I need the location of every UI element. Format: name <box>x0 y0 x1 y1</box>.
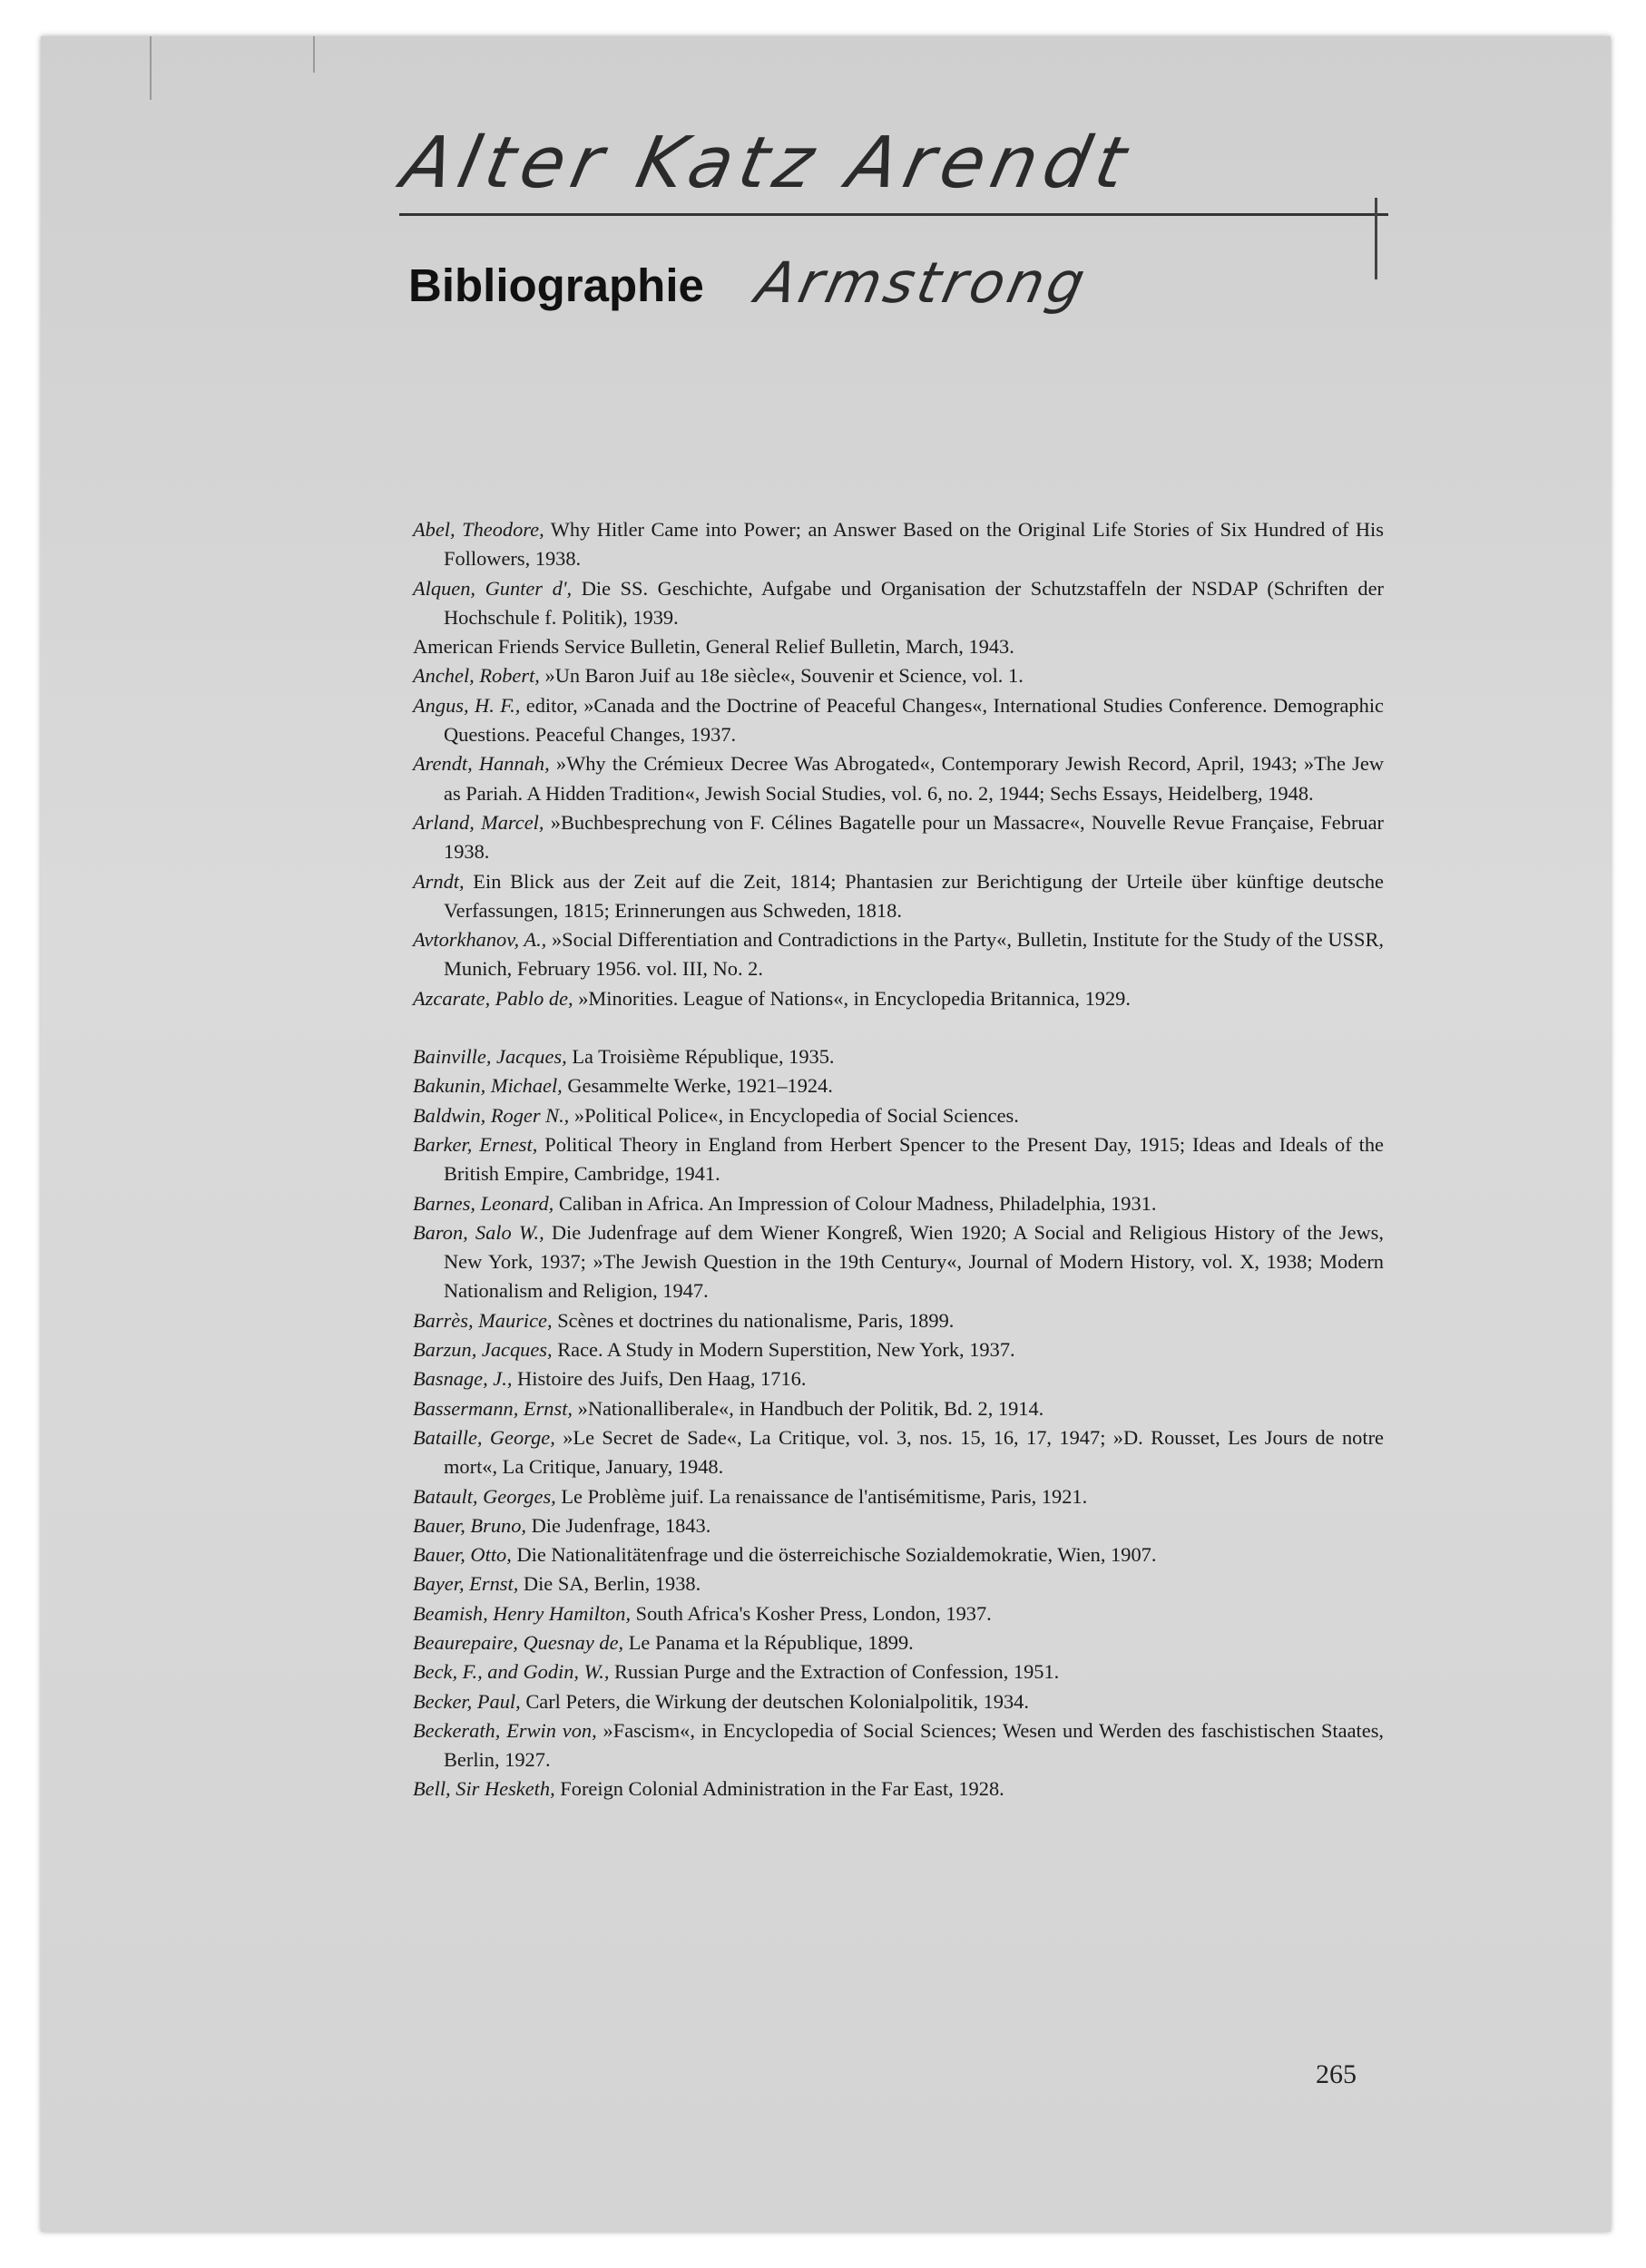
entry-author: Arndt, <box>413 869 465 893</box>
entry-text: Histoire des Juifs, Den Haag, 1716. <box>512 1367 807 1391</box>
bibliography-section-a <box>413 515 1384 1013</box>
bibliography-entry <box>413 808 1384 867</box>
entry-text: South Africa's Kosher Press, London, 1937. <box>631 1601 992 1625</box>
bibliography-entry <box>413 1511 1384 1540</box>
document-page <box>41 36 1611 2232</box>
page-title: Bibliographie <box>408 259 704 311</box>
entry-text: American Friends Service Bulletin, General Relief Bulletin, March, 1943. <box>413 635 1014 659</box>
entry-text: »Nationalliberale«, in Handbuch der Politik, Bd. 2, 1914. <box>573 1396 1044 1420</box>
entry-author: Barrès, Maurice, <box>413 1308 553 1332</box>
bibliography-entry <box>413 1218 1384 1306</box>
bibliography-entry <box>413 1628 1384 1657</box>
entry-author: Bassermann, Ernst, <box>413 1396 573 1420</box>
entry-text: Political Theory in England from Herbert Spencer to the Present Day, 1915; Ideas and Ideals of the British Empire, Cambridge, 1941. <box>444 1132 1384 1186</box>
bibliography-section-b <box>413 1042 1384 1804</box>
bibliography-entry <box>413 515 1384 574</box>
entry-author: Bauer, Bruno, <box>413 1513 527 1537</box>
entry-text: editor, »Canada and the Doctrine of Peaceful Changes«, International Studies Conference. Demographic Questions. Peaceful Changes, 1937. <box>444 693 1384 747</box>
entry-text: »Political Police«, in Encyclopedia of Social Sciences. <box>569 1103 1019 1127</box>
bibliography-entry <box>413 984 1384 1013</box>
entry-author: Beck, F., and Godin, W., <box>413 1660 610 1684</box>
entry-text: Die Nationalitätenfrage und die österreichische Sozialdemokratie, Wien, 1907. <box>511 1543 1157 1567</box>
entry-text: »Le Secret de Sade«, La Critique, vol. 3, nos. 15, 16, 17, 1947; »D. Rousset, Les Jours de notre mort«, La Critique, January, 1948. <box>444 1425 1384 1479</box>
entry-text: »Social Differentiation and Contradictions in the Party«, Bulletin, Institute for the Study of the USSR, Munich, February 1956. vol. III, No. 2. <box>444 928 1384 981</box>
entry-author: Bainville, Jacques, <box>413 1045 567 1069</box>
entry-text: »Buchbesprechung von F. Célines Bagatelle pour un Massacre«, Nouvelle Revue Française, Februar 1938. <box>444 810 1384 864</box>
entry-text: Scènes et doctrines du nationalisme, Paris, 1899. <box>552 1308 955 1332</box>
entry-text: Die SA, Berlin, 1938. <box>518 1572 701 1596</box>
entry-author: Arendt, Hannah, <box>413 752 550 776</box>
entry-author: Beaurepaire, Quesnay de, <box>413 1630 624 1654</box>
entry-author: Bakunin, Michael, <box>413 1074 563 1098</box>
entry-text: »Why the Crémieux Decree Was Abrogated«, Contemporary Jewish Record, April, 1943; »The Jew as Pariah. A Hidden Tradition«, Jewish Social Studies, vol. 6, no. 2, 1944; Sechs Essays, Heidelberg, 1948. <box>444 752 1384 805</box>
bibliography-entry <box>413 691 1384 750</box>
entry-text: Race. A Study in Modern Superstition, New York, 1937. <box>552 1338 1015 1362</box>
entry-text: Le Panama et la République, 1899. <box>623 1630 914 1654</box>
entry-author: Bataille, George, <box>413 1425 555 1449</box>
bibliography-entry <box>413 1101 1384 1130</box>
bibliography-entry <box>413 1774 1384 1804</box>
bibliography-list <box>413 515 1384 1804</box>
entry-text: Foreign Colonial Administration in the Far East, 1928. <box>554 1777 1004 1801</box>
entry-text: Die Judenfrage, 1843. <box>526 1513 711 1537</box>
entry-author: Baldwin, Roger N., <box>413 1103 570 1127</box>
bibliography-entry <box>413 1189 1384 1218</box>
bibliography-entry <box>413 574 1384 633</box>
entry-author: Anchel, Robert, <box>413 664 540 688</box>
bibliography-entry <box>413 867 1384 926</box>
section-gap <box>413 1013 1384 1042</box>
entry-text: »Minorities. League of Nations«, in Encyclopedia Britannica, 1929. <box>573 986 1131 1010</box>
entry-text: Le Problème juif. La renaissance de l'antisémitisme, Paris, 1921. <box>555 1484 1088 1508</box>
entry-author: Baron, Salo W., <box>413 1220 544 1244</box>
bibliography-entry <box>413 1657 1384 1686</box>
bibliography-entry <box>413 749 1384 808</box>
entry-author: Becker, Paul, <box>413 1689 521 1713</box>
bibliography-entry <box>413 1716 1384 1775</box>
entry-author: Bell, Sir Hesketh, <box>413 1777 555 1801</box>
page-number: 265 <box>1316 2059 1357 2089</box>
entry-text: Die SS. Geschichte, Aufgabe und Organisation der Schutzstaffeln der NSDAP (Schriften der Hochschule f. Politik), 1939. <box>444 576 1384 629</box>
handwritten-mark <box>1375 198 1377 279</box>
entry-author: Bayer, Ernst, <box>413 1572 519 1596</box>
entry-text: Gesammelte Werke, 1921–1924. <box>562 1074 833 1098</box>
entry-author: Azcarate, Pablo de, <box>413 986 573 1010</box>
bibliography-entry <box>413 1071 1384 1100</box>
bibliography-entry <box>413 1394 1384 1423</box>
entry-author: Bauer, Otto, <box>413 1543 512 1567</box>
entry-text: »Un Baron Juif au 18e siècle«, Souvenir et Science, vol. 1. <box>539 664 1024 688</box>
entry-author: Angus, H. F., <box>413 693 521 717</box>
entry-author: Arland, Marcel, <box>413 810 544 834</box>
entry-text: Die Judenfrage auf dem Wiener Kongreß, Wien 1920; A Social and Religious History of the Jews, New York, 1937; »The Jewish Question in the 19th Century«, Journal of Modern History, vol. X, 1938; Modern Nationalism and Religion, 1947. <box>444 1220 1384 1303</box>
entry-author: Alquen, Gunter d', <box>413 576 573 600</box>
entry-text: Caliban in Africa. An Impression of Colour Madness, Philadelphia, 1931. <box>554 1191 1157 1215</box>
bibliography-entry <box>413 632 1384 661</box>
entry-author: Batault, Georges, <box>413 1484 556 1508</box>
handwritten-names: Alter Katz Arendt <box>395 122 1141 204</box>
entry-text: La Troisième République, 1935. <box>566 1045 835 1069</box>
entry-author: Beamish, Henry Hamilton, <box>413 1601 632 1625</box>
entry-text: Ein Blick aus der Zeit auf die Zeit, 1814; Phantasien zur Berichtigung der Urteile über künftige deutsche Verfassungen, 1815; Erinnerungen aus Schweden, 1818. <box>444 869 1384 922</box>
entry-author: Avtorkhanov, A., <box>413 928 547 952</box>
entry-author: Barnes, Leonard, <box>413 1191 554 1215</box>
bibliography-entry <box>413 1599 1384 1628</box>
bibliography-entry <box>413 1335 1384 1364</box>
entry-text: Russian Purge and the Extraction of Confession, 1951. <box>609 1660 1060 1684</box>
handwritten-annotation: Armstrong <box>750 249 1094 316</box>
bibliography-entry <box>413 1364 1384 1393</box>
entry-author: Barker, Ernest, <box>413 1132 538 1156</box>
bibliography-entry <box>413 1540 1384 1569</box>
entry-text: Why Hitler Came into Power; an Answer Based on the Original Life Stories of Six Hundred of His Followers, 1938. <box>444 518 1384 571</box>
page-edge-mark <box>313 36 315 73</box>
bibliography-entry <box>413 1482 1384 1511</box>
bibliography-entry <box>413 1042 1384 1071</box>
bibliography-entry <box>413 661 1384 690</box>
entry-author: Basnage, J., <box>413 1367 513 1391</box>
bibliography-entry <box>413 1130 1384 1189</box>
entry-author: Abel, Theodore, <box>413 518 544 541</box>
bibliography-entry <box>413 1423 1384 1482</box>
handwritten-underline <box>399 213 1388 216</box>
bibliography-entry <box>413 1306 1384 1335</box>
bibliography-entry <box>413 925 1384 984</box>
bibliography-entry <box>413 1687 1384 1716</box>
entry-text: »Fascism«, in Encyclopedia of Social Sciences; Wesen und Werden des faschistischen Staates, Berlin, 1927. <box>444 1718 1384 1772</box>
page-edge-mark <box>150 36 152 100</box>
bibliography-entry <box>413 1569 1384 1598</box>
entry-author: Beckerath, Erwin von, <box>413 1718 597 1742</box>
entry-author: Barzun, Jacques, <box>413 1338 553 1362</box>
entry-text: Carl Peters, die Wirkung der deutschen Kolonialpolitik, 1934. <box>520 1689 1029 1713</box>
